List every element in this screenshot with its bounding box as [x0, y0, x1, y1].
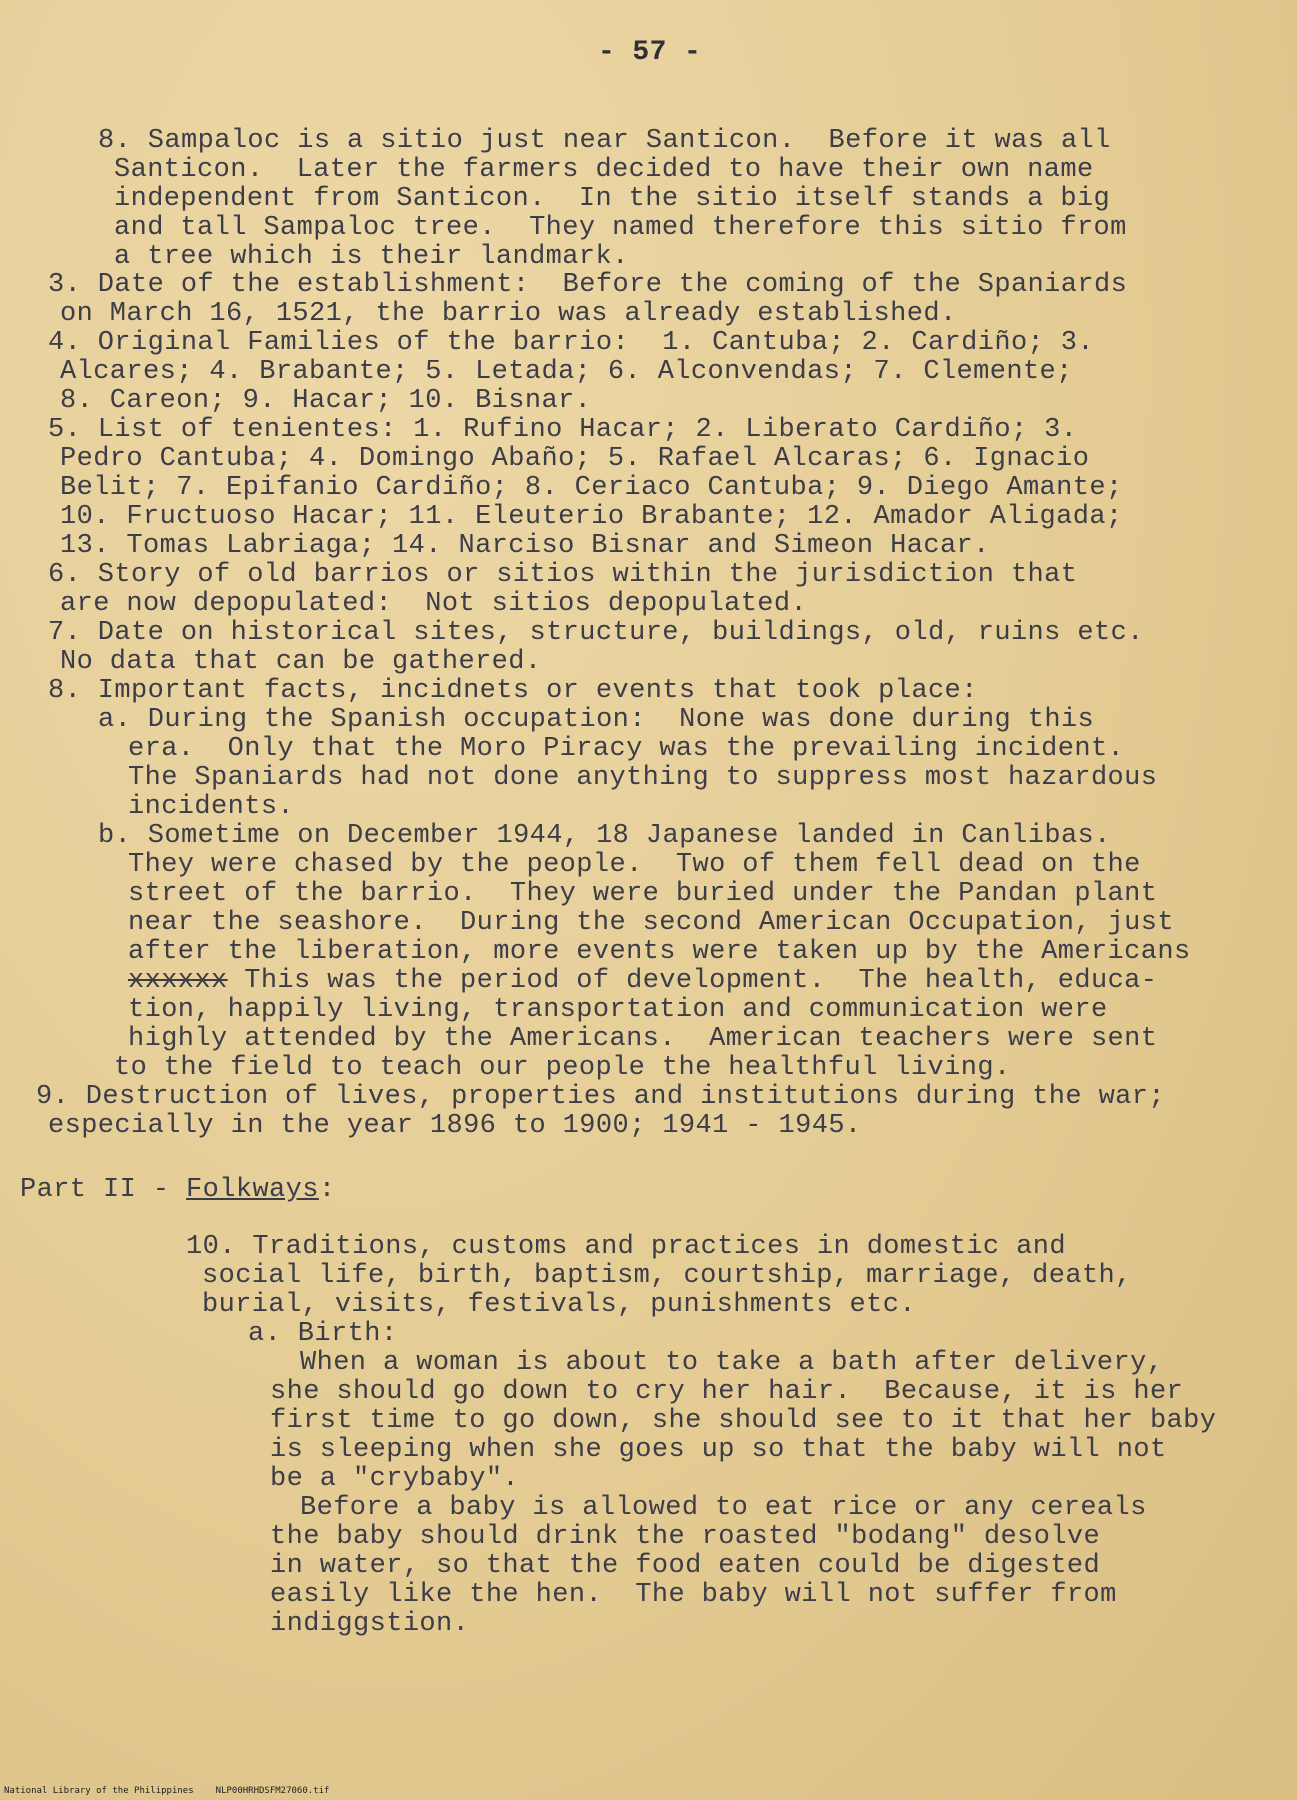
text-line: 3. Date of the establishment: Before the coming of the Spaniards — [48, 270, 1128, 300]
text-segment: This was the period of development. The health, educa- — [227, 966, 1158, 996]
text-line: 8. Careon; 9. Hacar; 10. Bisnar. — [60, 386, 592, 416]
text-line: easily like the hen. The baby will not suffer from — [270, 1580, 1117, 1610]
text-line: The Spaniards had not done anything to suppress most hazardous — [128, 763, 1158, 793]
text-line: incidents. — [128, 792, 295, 822]
page-number: - 57 - — [598, 37, 702, 68]
heading-colon: : — [318, 1175, 336, 1205]
text-line: especially in the year 1896 to 1900; 1941 - 1945. — [48, 1111, 862, 1141]
text-line: 8. Important facts, incidnets or events that took place: — [48, 676, 978, 706]
text-line: indiggstion. — [270, 1609, 470, 1639]
text-line: a tree which is their landmark. — [114, 242, 629, 272]
heading-prefix: Part II - — [20, 1175, 187, 1205]
text-line — [128, 967, 1157, 996]
text-line: Before a baby is allowed to eat rice or any cereals — [300, 1493, 1147, 1523]
text-line: after the liberation, more events were taken up by the Americans — [128, 937, 1191, 967]
text-line: a. Birth: — [248, 1319, 398, 1349]
footer-library: National Library of the Philippines — [4, 1786, 194, 1796]
text-line: near the seashore. During the second American Occupation, just — [128, 908, 1174, 938]
section-heading — [20, 1176, 335, 1205]
text-line: and tall Sampaloc tree. They named therefore this sitio from — [114, 213, 1127, 243]
text-line: is sleeping when she goes up so that the baby will not — [270, 1435, 1167, 1465]
text-line: No data that can be gathered. — [60, 647, 542, 677]
text-line: Alcares; 4. Brabante; 5. Letada; 6. Alconvendas; 7. Clemente; — [60, 357, 1073, 387]
text-line: on March 16, 1521, the barrio was already established. — [60, 299, 957, 329]
heading-title: Folkways — [186, 1175, 319, 1205]
text-line: 10. Traditions, customs and practices in domestic and — [186, 1232, 1066, 1262]
text-line: Santicon. Later the farmers decided to have their own name — [114, 155, 1094, 185]
text-line: 10. Fructuoso Hacar; 11. Eleuterio Brabante; 12. Amador Aligada; — [60, 502, 1123, 532]
text-line: a. During the Spanish occupation: None was done during this — [98, 705, 1095, 735]
text-line: Pedro Cantuba; 4. Domingo Abaño; 5. Rafael Alcaras; 6. Ignacio — [60, 444, 1090, 474]
scan-footer — [4, 1786, 351, 1796]
text-line: 7. Date on historical sites, structure, buildings, old, ruins etc. — [48, 618, 1144, 648]
text-line: highly attended by the Americans. American teachers were sent — [128, 1024, 1158, 1054]
text-line: burial, visits, festivals, punishments etc. — [202, 1290, 916, 1320]
text-line: 13. Tomas Labriaga; 14. Narciso Bisnar and Simeon Hacar. — [60, 531, 990, 561]
text-line: street of the barrio. They were buried under the Pandan plant — [128, 879, 1158, 909]
text-line: They were chased by the people. Two of them fell dead on the — [128, 850, 1141, 880]
text-line: 5. List of tenientes: 1. Rufino Hacar; 2. Liberato Cardiño; 3. — [48, 415, 1078, 445]
text-line: tion, happily living, transportation and communication were — [128, 995, 1108, 1025]
text-line: are now depopulated: Not sitios depopulated. — [60, 589, 808, 619]
text-line: be a "crybaby". — [270, 1464, 520, 1494]
text-line: 9. Destruction of lives, properties and institutions during the war; — [36, 1082, 1165, 1112]
footer-filename: NLP00HRHDSFM27060.tif — [215, 1786, 330, 1796]
text-line: 8. Sampaloc is a sitio just near Santicon. Before it was all — [98, 126, 1111, 156]
text-line: When a woman is about to take a bath after delivery, — [300, 1348, 1164, 1378]
text-line: in water, so that the food eaten could be digested — [270, 1551, 1101, 1581]
text-line: first time to go down, she should see to it that her baby — [270, 1406, 1217, 1436]
text-line: she should go down to cry her hair. Because, it is her — [270, 1377, 1184, 1407]
struck-text: xxxxxx — [128, 966, 228, 996]
text-line: b. Sometime on December 1944, 18 Japanese landed in Canlibas. — [98, 821, 1111, 851]
text-line: era. Only that the Moro Piracy was the prevailing incident. — [128, 734, 1125, 764]
text-line: social life, birth, baptism, courtship, marriage, death, — [202, 1261, 1132, 1291]
text-line: Belit; 7. Epifanio Cardiño; 8. Ceriaco Cantuba; 9. Diego Amante; — [60, 473, 1123, 503]
text-line: independent from Santicon. In the sitio itself stands a big — [114, 184, 1111, 214]
text-line: 6. Story of old barrios or sitios within the jurisdiction that — [48, 560, 1078, 590]
text-line: the baby should drink the roasted "bodang" desolve — [270, 1522, 1101, 1552]
text-line: to the field to teach our people the healthful living. — [114, 1053, 1011, 1083]
text-line: 4. Original Families of the barrio: 1. Cantuba; 2. Cardiño; 3. — [48, 328, 1094, 358]
